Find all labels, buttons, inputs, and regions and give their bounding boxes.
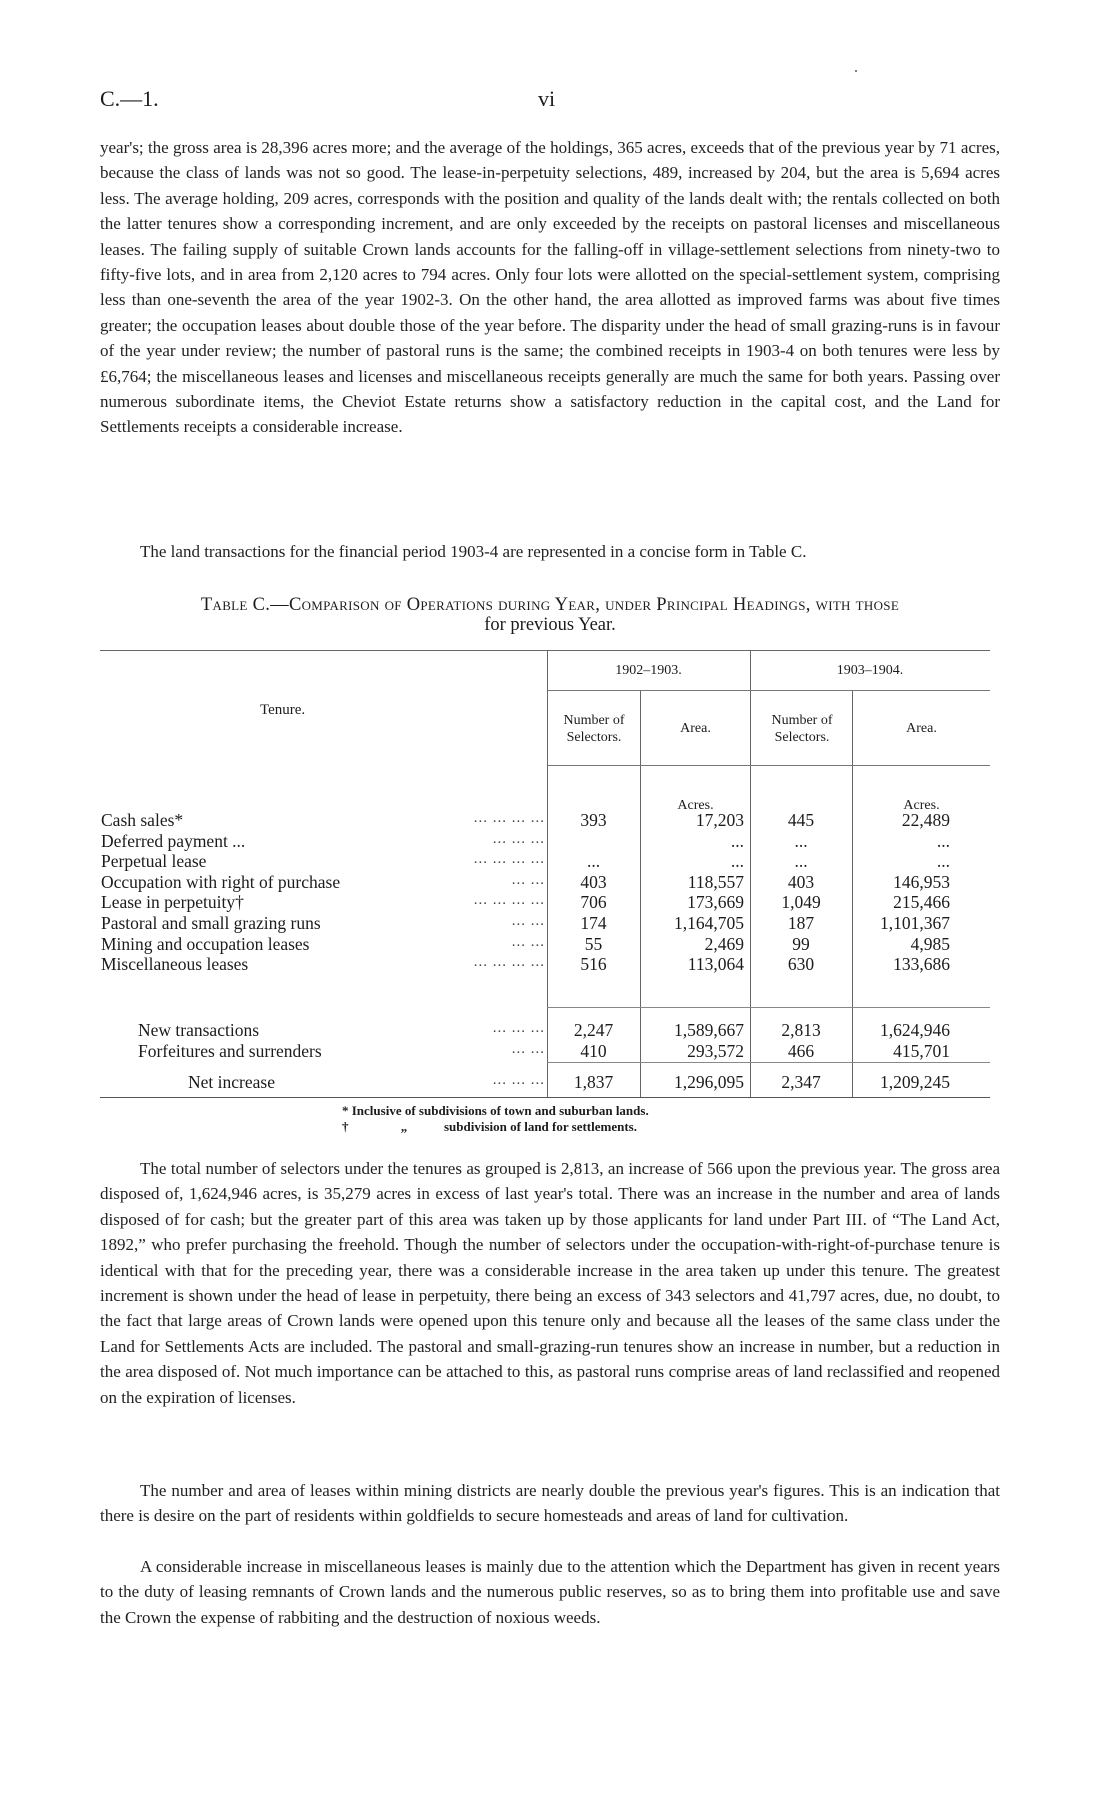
paragraph-4: The number and area of leases within mining districts are nearly double the previous year's figures. This is an indication that there is desire on the part of residents within goldfields to secure homesteads and areas of land for cultivation. [100,1481,1000,1526]
footnote-1: * Inclusive of subdivisions of town and suburban lands. [342,1103,649,1118]
acres-label-1903: Acres. [903,798,940,813]
tenure-label: Perpetual lease [101,851,207,872]
cell-s1: 174 [580,913,607,933]
cell-a1: 113,064 [687,954,744,975]
subheader-rule [547,765,990,766]
leader-dots: ... ... [511,913,545,929]
paragraph-3: The total number of selectors under the tenures as grouped is 2,813, an increase of 566 upon the previous year. The gross area disposed of, 1,624,946 acres, is 35,279 acres in excess of last year's total. There was an increase in the number and area of lands disposed of for cash; but the greater part of this area was taken up by those applicants for land under Part III. of “The Land Act, 1892,” who prefer purchasing the freehold. Though the number of selectors under the occupation-with-right-of-purchase tenure is identical with that for the preceding year, there was a considerable increase in the area taken up under this tenure. The greatest increment is shown under the head of lease in perpetuity, there being an excess of 343 selectors and 41,797 acres, due, no doubt, to the fact that large areas of Crown lands were opened upon this tenure only and because all the leases of the same class under the Land for Settlements Acts are included. The pastoral and small-grazing-run tenures show an increase in number, but a reduction in the area disposed of. Not much importance can be attached to this, as pastoral runs comprise areas of land reclassified and reopened on the expiration of licenses. [100,1159,1000,1407]
tenure-label: New transactions [138,1020,260,1040]
cell-a1: 1,589,667 [674,1020,744,1040]
area-header-1902: Area. [680,721,711,736]
cell-a2: 415,701 [893,1040,950,1061]
table-row-summary-1 [100,1041,990,1062]
cell-s1: 1,837 [573,1072,614,1092]
cell-s1: 706 [580,892,607,913]
cell-a2: 4,985 [910,933,950,954]
tenure-label: Forfeitures and surrenders [138,1040,322,1061]
leader-dots: ... ... [511,871,545,888]
table-row-main-6 [100,934,990,955]
leader-dots: ... ... ... ... [473,810,545,826]
cell-s1: 55 [584,933,603,954]
table-row-main-2 [100,851,990,872]
cell-s2: 445 [787,810,815,830]
paragraph-1: year's; the gross area is 28,396 acres more; and the average of the holdings, 365 acres, exceeds that of the previous year by 71 acres, because the class of lands was not so good. The lease-in-perpetuity selections, 489, increased by 204, but the area is 5,694 acres less. The average holding, 209 acres, corresponds with the position and quality of the lands dealt with; the rentals collected on both the latter tenures show a corresponding increment, and are only exceeded by the receipts on pastoral licenses and miscellaneous leases. The failing supply of suitable Crown lands accounts for the falling-off in village-settlement selections from ninety-two to fifty-five lots, and in area from 2,120 acres to 794 acres. Only four lots were allotted on the special-settlement system, comprising less than one-seventh the area of the year 1902-3. On the other hand, the area allotted as improved farms was about five times greater; the occupation leases about double those of the year before. The disparity under the head of small grazing-runs is in favour of the year under review; the number of pastoral runs is the same; the combined receipts in 1903-4 on both tenures were less by £6,764; the miscellaneous leases and licenses and miscellaneous receipts generally are much the same for both years. Passing over numerous subordinate items, the Cheviot Estate returns show a satisfactory reduction in the capital cost, and the Land for Settlements receipts a considerable increase. [100,138,1000,437]
cell-s2: 2,347 [781,1072,821,1092]
cell-a2: 215,466 [893,892,950,913]
selectors-header-1902: Number of Selectors. [563,713,625,745]
cell-a2: 146,953 [893,871,950,892]
area-header-1903: Area. [906,721,937,736]
cell-s2: ... [794,851,808,872]
cell-s1: ... [586,851,601,872]
leader-dots: ... ... ... [492,1020,545,1036]
leader-dots: ... ... [511,933,545,950]
cell-s1: 403 [580,871,607,892]
table-bottom-rule [100,1097,990,1098]
cell-a2: 1,209,245 [880,1072,950,1092]
cell-a2: ... [936,830,950,851]
tenure-header: Tenure. [260,702,306,718]
table-row-main-7 [100,954,990,975]
leader-dots: ... ... ... [492,830,545,847]
paragraph-2: The land transactions for the financial period 1903-4 are represented in a concise form in Table C. [140,542,807,561]
footnote-2-ditto: „ [400,1119,408,1134]
leader-dots: ... ... ... [492,1072,545,1088]
table-c [100,650,990,1100]
cell-a2: 133,686 [893,954,950,975]
cell-a1: 17,203 [695,810,744,830]
table-row-main-3 [100,872,990,893]
leader-dots: ... ... [511,1040,545,1057]
tenure-label: Cash sales* [101,810,184,830]
leader-dots: ... ... ... ... [473,892,545,909]
cell-s2: 466 [787,1040,815,1061]
year-header-1902: 1902–1903. [615,663,682,678]
year-header-rule [547,690,990,691]
table-caption [100,595,1000,635]
cell-a1: 1,164,705 [674,913,744,933]
selectors-header-1903: Number of Selectors. [771,713,833,745]
cell-s2: 2,813 [781,1020,821,1040]
footnote-2-mark: † [342,1119,349,1134]
table-row-main-4 [100,892,990,913]
cell-a1: ... [730,851,744,872]
cell-a1: 173,669 [687,892,744,913]
tenure-label: Pastoral and small grazing runs [101,913,321,933]
table-top-rule [100,650,990,651]
page-code: C.—1. [100,86,159,111]
leader-dots: ... ... ... ... [473,954,545,971]
cell-a1: 118,557 [687,871,744,892]
tenure-label: Lease in perpetuity† [101,892,244,913]
cell-s1: 2,247 [573,1020,614,1040]
acres-label-1902: Acres. [677,798,714,813]
cell-a2: 1,624,946 [880,1020,950,1040]
table-row-summary-0 [100,1020,990,1041]
cell-a2: 22,489 [901,810,950,830]
cell-a1: ... [730,830,744,851]
cell-s2: 1,049 [781,892,821,913]
table-row-main-0 [100,810,990,831]
cell-s2: 99 [792,933,810,954]
total-rule-1 [547,1007,990,1008]
table-row-main-5 [100,913,990,934]
tenure-label: Net increase [188,1072,275,1092]
cell-s2: 403 [787,871,815,892]
cell-a2: 1,101,367 [880,913,950,933]
tenure-label: Mining and occupation leases [101,933,310,954]
cell-s1: 393 [580,810,607,830]
leader-dots: ... ... ... ... [473,851,545,868]
tenure-label: Deferred payment ... [101,830,246,851]
cell-s2: 630 [787,954,815,975]
tenure-label: Occupation with right of purchase [101,871,341,892]
footnote-2-text: subdivision of land for settlements. [444,1119,637,1134]
table-caption-line-1: Table C.—Comparison of Operations during Year, under Principal Headings, with those [200,595,900,615]
cell-a1: 2,469 [704,933,744,954]
cell-s2: ... [794,830,808,851]
year-header-1903: 1903–1904. [836,663,904,678]
page-number: vi [538,86,556,111]
cell-a2: ... [936,851,950,872]
table-caption-line-2: for previous Year. [484,615,616,635]
cell-a1: 293,572 [687,1040,744,1061]
table-row-net [100,1072,990,1093]
total-rule-2 [547,1062,990,1063]
cell-s1: 516 [580,954,607,975]
table-row-main-1 [100,831,990,852]
cell-a1: 1,296,095 [674,1072,744,1092]
cell-s1: 410 [580,1040,607,1061]
paragraph-5: A considerable increase in miscellaneous leases is mainly due to the attention which the Department has given in recent years to the duty of leasing remnants of Crown lands and the numerous public reserves, so as to bring them into profitable use and save the Crown the expense of rabbiting and the destruction of noxious weeds. [100,1557,1000,1627]
scan-speck [855,70,857,72]
footnote-2 [342,1119,637,1135]
cell-s2: 187 [787,913,815,933]
tenure-label: Miscellaneous leases [101,954,249,975]
